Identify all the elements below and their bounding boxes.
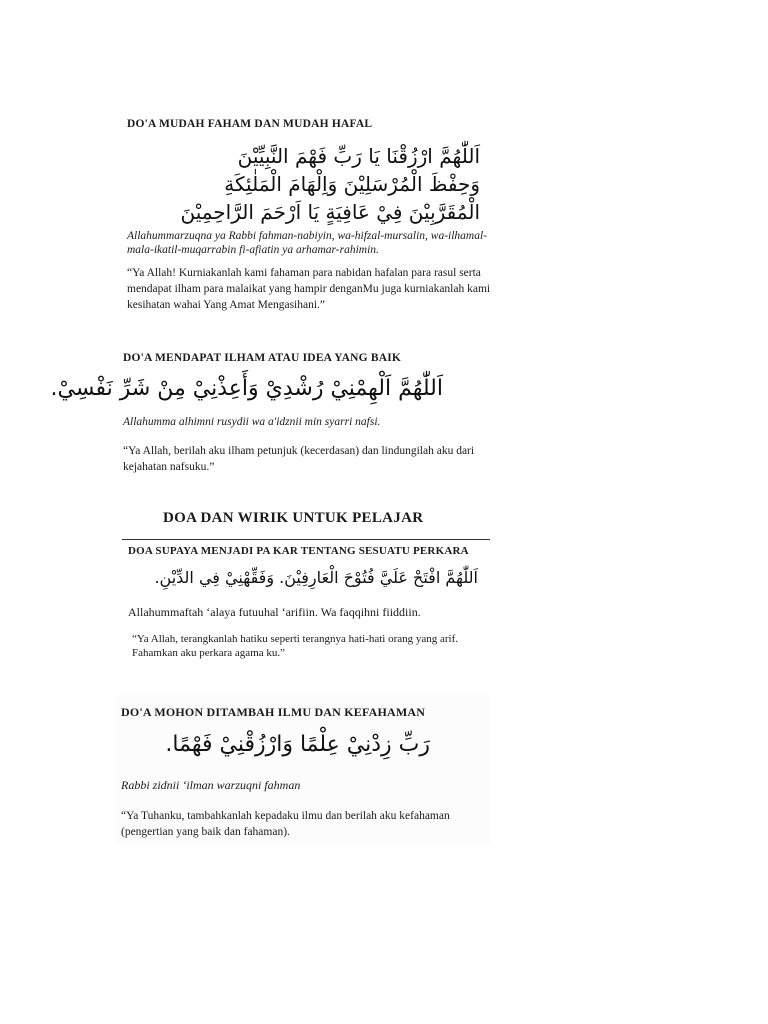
transliteration-line: Allahummarzuqna ya Rabbi fahman-nabiyin, wa-hifzal-mursalin, wa-ilhamal- [127, 230, 488, 242]
arabic-text [51, 372, 444, 406]
arabic-text [154, 565, 478, 591]
arabic-line: رَبِّ زِدْنِيْ عِلْمًا وَارْزُقْنِيْ فَهْمًا. [165, 732, 430, 757]
section-heading: DO'A MOHON DITAMBAH ILMU DAN KEFAHAMAN [121, 705, 426, 719]
meaning-line: Fahamkan aku perkara agama ku.” [132, 647, 286, 659]
transliteration-line: Allahumma alhimni rusydii wa a'idznii min syarri nafsi. [123, 416, 381, 428]
transliteration-line: Allahummaftah ‘alaya futuuhal ‘arifiin. Wa faqqihni fiiddiin. [128, 605, 421, 619]
arabic-text [180, 142, 480, 226]
section-heading: DO'A MENDAPAT ILHAM ATAU IDEA YANG BAIK [123, 352, 402, 364]
meaning-line: “Ya Allah, terangkanlah hatiku seperti terangnya hati-hati orang yang arif. [132, 633, 459, 645]
section-heading: DO'A MUDAH FAHAM DAN MUDAH HAFAL [127, 118, 373, 130]
transliteration [121, 778, 300, 792]
page-title: DOA DAN WIRIK UNTUK PELAJAR [163, 510, 424, 526]
arabic-line: اَللّٰهُمَّ افْتَحْ عَلَيَّ فُتُوْحَ الْعَارِفِيْنَ. وَفَقِّهْنِيْ فِي الدِّيْنِ. [154, 568, 478, 587]
meaning-line: “Ya Allah! Kurniakanlah kami fahaman para nabidan hafalan para rasul serta [127, 267, 481, 279]
transliteration [127, 229, 487, 257]
meaning-text [132, 632, 458, 660]
meaning-line: mendapat ilham para malaikat yang hampir denganMu juga kurniakanlah kami [127, 283, 491, 295]
transliteration [128, 604, 421, 620]
transliteration-line: Rabbi zidnii ‘ilman warzuqni fahman [121, 778, 301, 792]
transliteration-line: mala-ikatil-muqarrabin fi-afiatin ya arhamar-rahimin. [127, 244, 379, 256]
meaning-line: kesihatan wahai Yang Amat Mengasihani.” [127, 299, 326, 311]
meaning-text [127, 265, 490, 313]
meaning-line: “Ya Allah, berilah aku ilham petunjuk (kecerdasan) dan lindungilah aku dari [123, 445, 475, 457]
arabic-line: اَللّٰهُمَّ ارْزُقْنَا يَا رَبِّ فَهْمَ النَّبِيِّيْنَ [237, 144, 480, 168]
arabic-line: الْمُقَرَّبِيْنَ فِيْ عَافِيَةٍ يَا اَرْحَمَ الرَّاحِمِيْنَ [180, 200, 480, 224]
meaning-line: kejahatan nafsuku.” [123, 461, 215, 473]
section-heading: DOA SUPAYA MENJADI PA KAR TENTANG SESUATU PERKARA [128, 545, 469, 557]
meaning-text [123, 443, 474, 475]
arabic-text [165, 725, 430, 765]
meaning-line: (pengertian yang baik dan fahaman). [121, 826, 290, 838]
arabic-line: وَحِفْظَ الْمُرْسَلِيْنَ وَاِلْهَامَ الْمَلٰئِكَةِ [224, 172, 480, 196]
meaning-text [121, 808, 450, 840]
divider [122, 539, 490, 540]
meaning-line: “Ya Tuhanku, tambahkanlah kepadaku ilmu dan berilah aku kefahaman [121, 810, 450, 822]
transliteration [123, 415, 380, 429]
arabic-line: اَللّٰهُمَّ اَلْهِمْنِيْ رُشْدِيْ وَأَعِذْنِيْ مِنْ شَرِّ نَفْسِيْ. [50, 376, 443, 401]
